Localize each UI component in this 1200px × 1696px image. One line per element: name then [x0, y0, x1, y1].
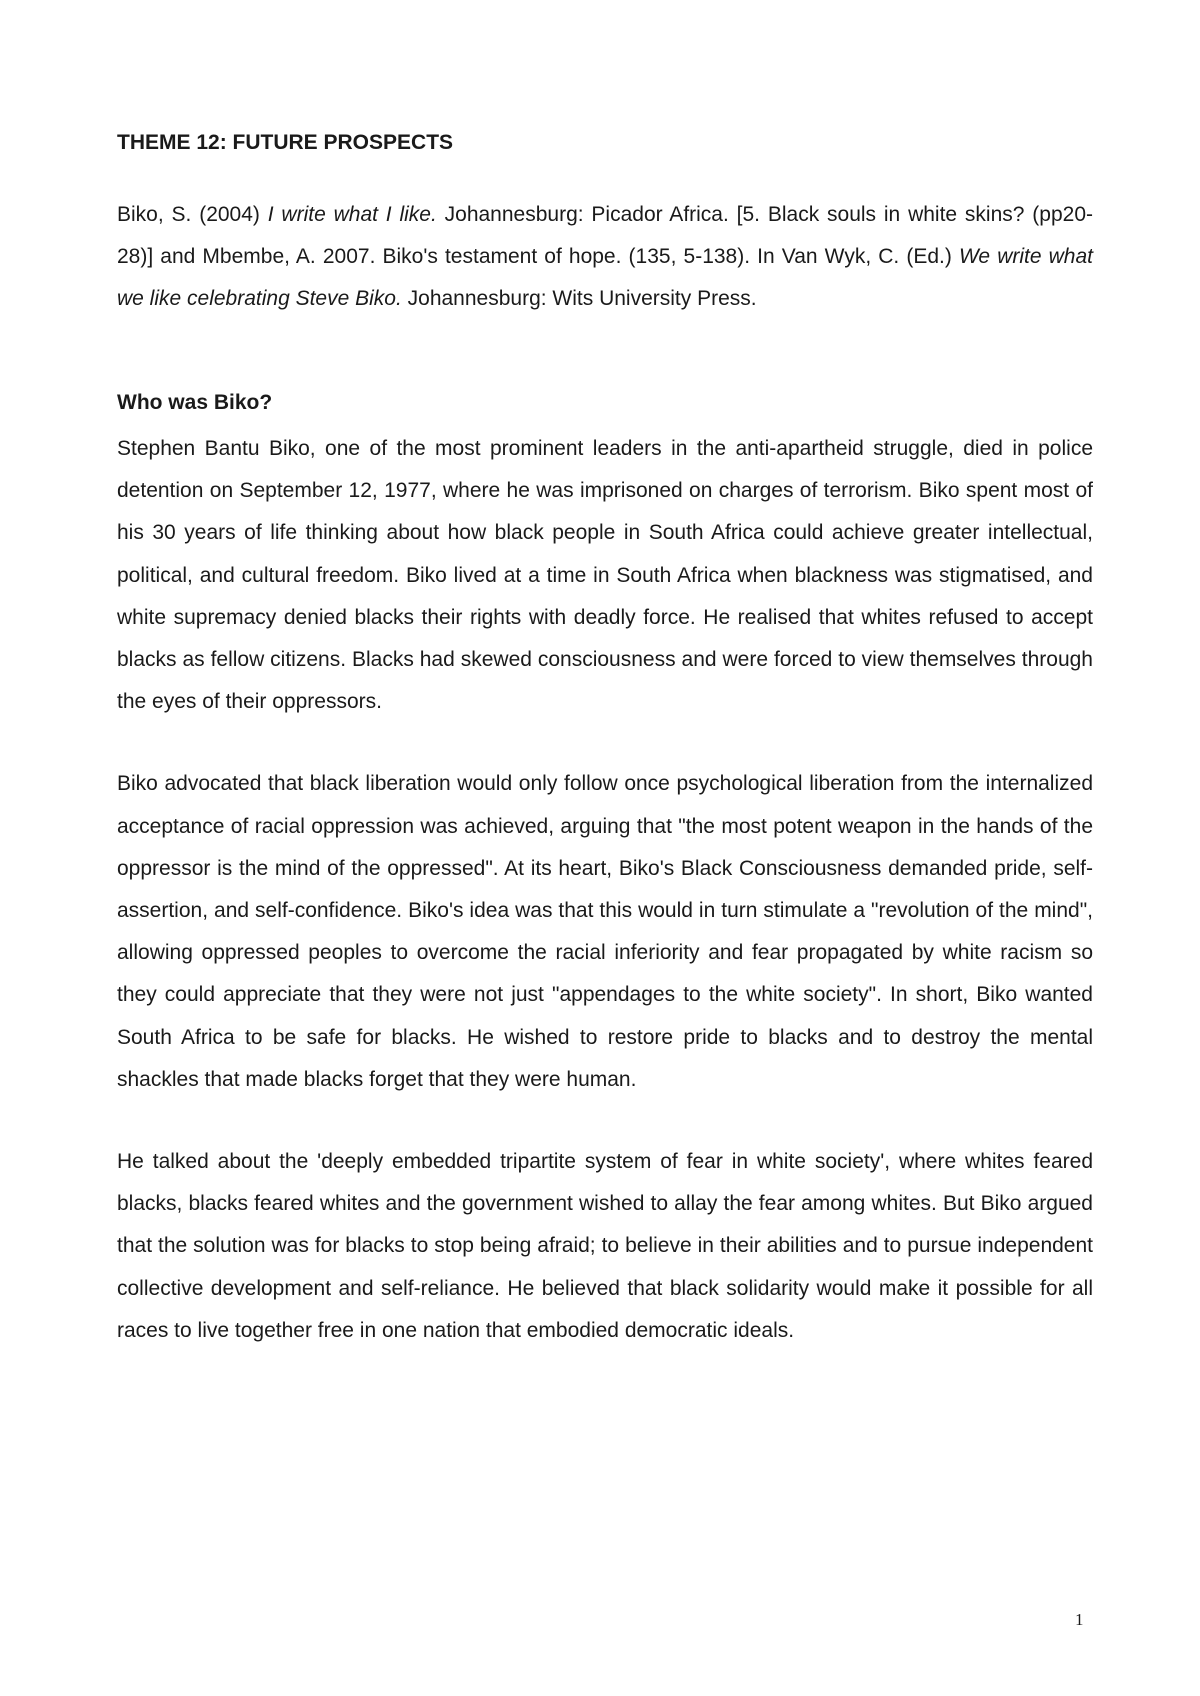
citation	[117, 194, 1093, 320]
section-heading: Who was Biko?	[117, 391, 273, 414]
paragraph-1: Stephen Bantu Biko, one of the most prominent leaders in the anti-apartheid struggle, died in police detention on September 12, 1977, where he was imprisoned on charges of terrorism. Biko spent most of his 30 years of life thinking about how black people in South Africa could achieve greater intellectual, political, and cultural freedom. Biko lived at a time in South Africa when blackness was stigmatised, and white supremacy denied blacks their rights with deadly force. He realised that whites refused to accept blacks as fellow citizens. Blacks had skewed consciousness and were forced to view themselves through the eyes of their oppressors.	[117, 437, 1093, 714]
page-number: 1	[1075, 1610, 1084, 1629]
page-content	[117, 122, 1093, 1352]
citation-part-1: Biko, S. (2004)	[117, 203, 268, 226]
theme-title: THEME 12: FUTURE PROSPECTS	[117, 131, 454, 154]
citation-part-2: Johannesburg: Picador Africa. [5. Black souls in white skins? (pp20-28)] and Mbembe, A. 2007. Biko's testament of hope. (135, 5-138). In Van Wyk, C. (Ed.)	[117, 203, 1093, 268]
paragraph-2: Biko advocated that black liberation would only follow once psychological liberation from the internalized acceptance of racial oppression was achieved, arguing that "the most potent weapon in the hands of the oppressor is the mind of the oppressed". At its heart, Biko's Black Consciousness demanded pride, self-assertion, and self-confidence. Biko's idea was that this would in turn stimulate a "revolution of the mind", allowing oppressed peoples to overcome the racial inferiority and fear propagated by white racism so they could appreciate that they were not just "appendages to the white society". In short, Biko wanted South Africa to be safe for blacks. He wished to restore pride to blacks and to destroy the mental shackles that made blacks forget that they were human.	[117, 772, 1093, 1091]
paragraph-3: He talked about the 'deeply embedded tripartite system of fear in white society', where whites feared blacks, blacks feared whites and the government wished to allay the fear among whites. But Biko argued that the solution was for blacks to stop being afraid; to believe in their abilities and to pursue independent collective development and self-reliance. He believed that black solidarity would make it possible for all races to live together free in one nation that embodied democratic ideals.	[117, 1150, 1093, 1342]
citation-title-2: We write what we like celebrating Steve Biko.	[117, 245, 1093, 310]
citation-title-1: I write what I like.	[267, 203, 437, 226]
citation-part-3: Johannesburg: Wits University Press.	[401, 287, 757, 310]
